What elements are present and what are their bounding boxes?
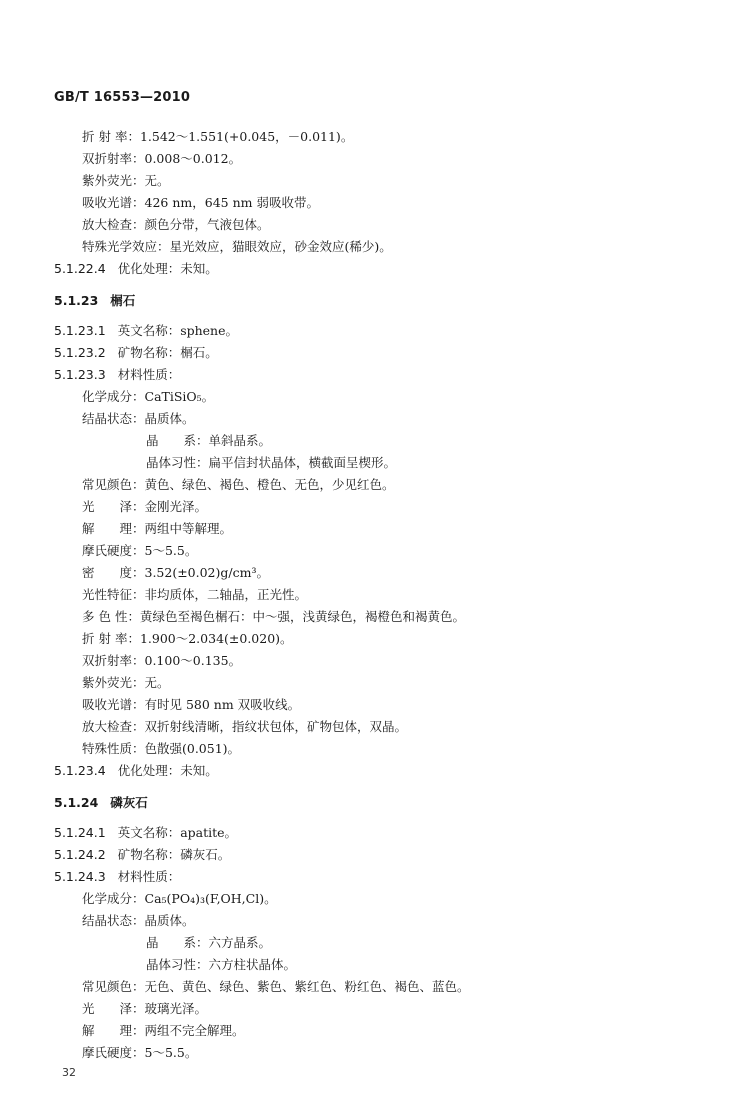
clause-5-1-24-3: 5.1.24.3 材料性质： [54,869,181,884]
clause-5-1-22-4: 5.1.22.4 优化处理：未知。 [54,261,218,276]
clause-5-1-24-2: 5.1.24.2 矿物名称：磷灰石。 [54,847,231,862]
optical-character-line: 光性特征：非均质体，二轴晶，正光性。 [82,587,308,602]
section-5-1-24-title: 5.1.24 磷灰石 [54,795,148,810]
cleavage-line: 解 理：两组中等解理。 [82,521,233,536]
cleavage-line: 解 理：两组不完全解理。 [82,1023,245,1038]
refractive-index-line: 折 射 率：1.900～2.034(±0.020)。 [82,631,293,646]
uv-fluorescence-line: 紫外荧光：无。 [82,173,170,188]
crystal-habit-line: 晶体习性：六方柱状晶体。 [146,957,297,972]
birefringence-line: 双折射率：0.100～0.135。 [82,653,242,668]
common-colors-line: 常见颜色：黄色、绿色、褐色、橙色、无色，少见红色。 [82,477,395,492]
clause-5-1-23-4: 5.1.23.4 优化处理：未知。 [54,763,218,778]
optical-effect-line: 特殊光学效应：星光效应，猫眼效应，砂金效应(稀少)。 [82,239,392,254]
magnification-line: 放大检查：双折射线清晰，指纹状包体，矿物包体，双晶。 [82,719,408,734]
crystal-state-line: 结晶状态：晶质体。 [82,913,195,928]
section-5-1-23-title: 5.1.23 榍石 [54,293,136,308]
chemical-composition-line: 化学成分：CaTiSiO₅。 [82,389,215,404]
mohs-hardness-line: 摩氏硬度：5～5.5。 [82,1045,198,1060]
clause-5-1-23-1: 5.1.23.1 英文名称：sphene。 [54,323,239,338]
mohs-hardness-line: 摩氏硬度：5～5.5。 [82,543,198,558]
pleochroism-line: 多 色 性：黄绿色至褐色榍石：中～强，浅黄绿色，褐橙色和褐黄色。 [82,609,465,624]
crystal-habit-line: 晶体习性：扁平信封状晶体，横截面呈楔形。 [146,455,397,470]
crystal-state-line: 结晶状态：晶质体。 [82,411,195,426]
luster-line: 光 泽：玻璃光泽。 [82,1001,208,1016]
birefringence-line: 双折射率：0.008～0.012。 [82,151,242,166]
crystal-system-line: 晶 系：单斜晶系。 [146,433,272,448]
chemical-composition-line: 化学成分：Ca₅(PO₄)₃(F,OH,Cl)。 [82,891,277,906]
magnification-line: 放大检查：颜色分带，气液包体。 [82,217,270,232]
density-line: 密 度：3.52(±0.02)g/cm³。 [82,565,269,580]
absorption-spectrum-line: 吸收光谱：426 nm，645 nm 弱吸收带。 [82,195,319,210]
crystal-system-line: 晶 系：六方晶系。 [146,935,272,950]
uv-fluorescence-line: 紫外荧光：无。 [82,675,170,690]
absorption-spectrum-line: 吸收光谱：有时见 580 nm 双吸收线。 [82,697,301,712]
standard-code-header: GB/T 16553—2010 [54,90,191,105]
page-number: 32 [62,1066,76,1079]
luster-line: 光 泽：金刚光泽。 [82,499,208,514]
clause-5-1-23-3: 5.1.23.3 材料性质： [54,367,181,382]
common-colors-line: 常见颜色：无色、黄色、绿色、紫色、紫红色、粉红色、褐色、蓝色。 [82,979,470,994]
refractive-index-line: 折 射 率：1.542～1.551(+0.045，－0.011)。 [82,129,354,144]
clause-5-1-23-2: 5.1.23.2 矿物名称：榍石。 [54,345,218,360]
special-property-line: 特殊性质：色散强(0.051)。 [82,741,241,756]
clause-5-1-24-1: 5.1.24.1 英文名称：apatite。 [54,825,238,840]
